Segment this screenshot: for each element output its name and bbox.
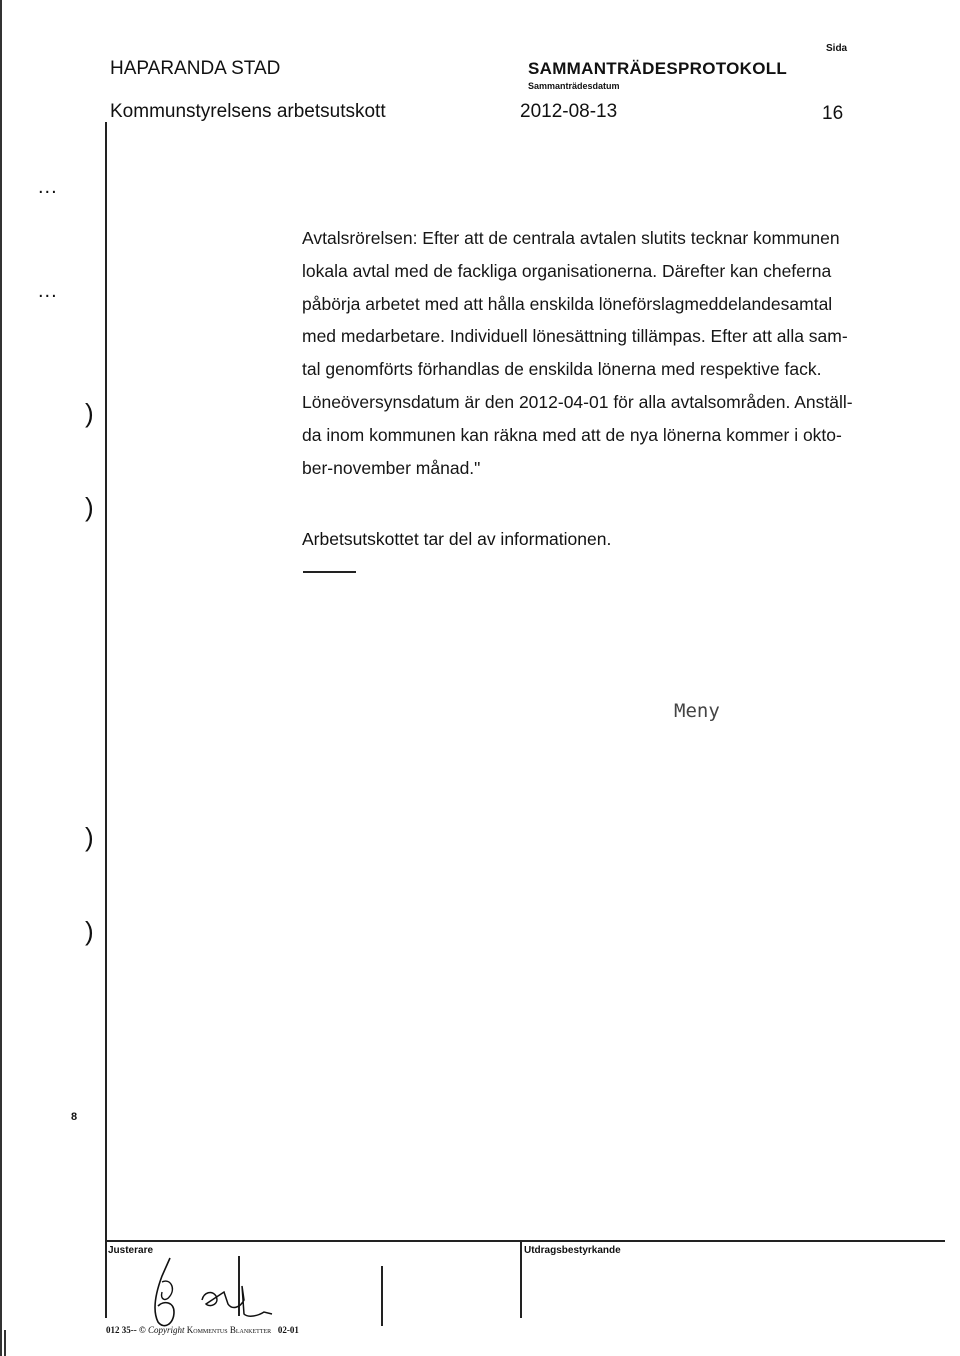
footer-rule xyxy=(105,1240,945,1242)
scan-edge-rule xyxy=(0,0,2,1356)
body-paragraph xyxy=(302,222,914,484)
body-line: ber-november månad." xyxy=(302,457,481,478)
body-line: med medarbetare. Individuell lönesättning tillämpas. Efter att alla sam- xyxy=(302,326,848,347)
margin-mark: 8 xyxy=(71,1111,78,1123)
page-label: Sida xyxy=(826,43,848,54)
footer-divider xyxy=(381,1266,383,1326)
copyright-prefix: - © xyxy=(133,1325,148,1335)
publisher-name: Kommentus Blanketter xyxy=(186,1325,272,1335)
page-number: 16 xyxy=(822,103,844,124)
menu-label[interactable]: Meny xyxy=(674,700,720,722)
justerare-label: Justerare xyxy=(108,1245,154,1256)
margin-paren: ) xyxy=(85,822,94,852)
body-line: da inom kommunen kan räkna med att de nya lönerna kommer i okto- xyxy=(302,424,842,445)
footer-divider xyxy=(105,1242,107,1318)
margin-paren: ) xyxy=(85,398,94,428)
signature-image xyxy=(112,1252,282,1332)
document-type: SAMMANTRÄDESPROTOKOLL xyxy=(528,59,788,78)
copyright-word: Copyright xyxy=(147,1325,185,1335)
form-code-tail: 5- xyxy=(126,1325,134,1335)
scan-edge-tick xyxy=(4,1330,6,1356)
meeting-date: 2012-08-13 xyxy=(520,101,618,122)
form-version: 02-01 xyxy=(277,1325,299,1335)
footer-divider xyxy=(520,1242,522,1318)
committee-name: Kommunstyrelsens arbetsutskott xyxy=(110,101,386,122)
body-line: Löneöversynsdatum är den 2012-04-01 för alla avtalsområden. Anställ- xyxy=(302,391,853,412)
body-line: påbörja arbetet med att hålla enskilda löneförslagmeddelandesamtal xyxy=(302,293,833,314)
margin-dots: ... xyxy=(38,280,58,302)
decision-text: Arbetsutskottet tar del av informationen. xyxy=(302,529,612,549)
date-label: Sammanträdesdatum xyxy=(528,81,620,91)
body-line: tal genomförts förhandlas de enskilda lönerna med respektive fack. xyxy=(302,359,822,380)
form-code: 012 3 xyxy=(106,1325,127,1335)
organization-name: HAPARANDA STAD xyxy=(110,58,281,79)
margin-paren: ) xyxy=(85,916,94,946)
left-margin-rule xyxy=(105,122,107,1282)
form-copyright xyxy=(106,1325,299,1335)
margin-paren: ) xyxy=(85,492,94,522)
utdragsbestyrkande-label: Utdragsbestyrkande xyxy=(524,1245,621,1256)
body-line: lokala avtal med de fackliga organisationerna. Därefter kan cheferna xyxy=(302,260,832,281)
body-line: Avtalsrörelsen: Efter att de centrala avtalen slutits tecknar kommunen xyxy=(302,228,840,248)
margin-dots: ... xyxy=(38,176,58,198)
section-end-rule xyxy=(303,571,356,573)
